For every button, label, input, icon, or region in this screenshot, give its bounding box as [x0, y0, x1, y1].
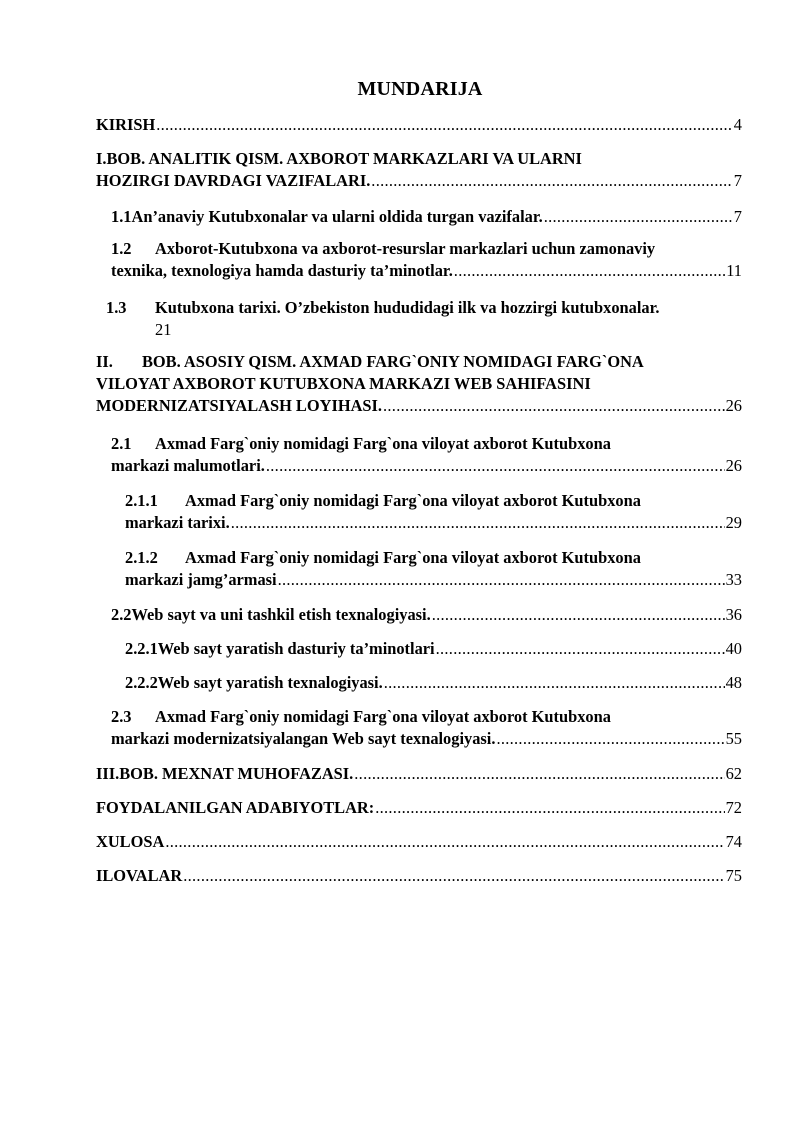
toc-page-number: 36: [725, 605, 742, 624]
toc-entry-label: Axmad Farg`oniy nomidagi Farg`ona viloyat axborot Kutubxona: [185, 548, 641, 567]
dot-leader: [384, 672, 725, 694]
toc-page-number: 29: [725, 513, 742, 532]
section-number: 1.2: [111, 239, 132, 258]
toc-entry-references[interactable]: [96, 797, 742, 819]
toc-entry-label: VILOYAT AXBOROT KUTUBXONA MARKAZI WEB SAHIFASINI: [96, 374, 591, 393]
toc-entry-label: Axborot-Kutubxona va axborot-resurslar markazlari uchun zamonaviy: [155, 239, 656, 258]
toc-entry-label: markazi malumotlari.: [111, 456, 265, 475]
toc-page-number: 55: [725, 729, 742, 748]
toc-entry-label: FOYDALANILGAN ADABIYOTLAR:: [96, 798, 375, 817]
dot-leader: [383, 395, 725, 417]
toc-page-number: 74: [725, 832, 742, 851]
toc-entry-1-3[interactable]: [106, 297, 746, 341]
toc-entry-chapter-1[interactable]: [96, 148, 742, 192]
toc-entry-2-2-1[interactable]: [125, 638, 742, 660]
dot-leader: [354, 763, 724, 785]
toc-page-number: 4: [733, 115, 742, 134]
toc-entry-kirish[interactable]: [96, 114, 742, 136]
toc-entry-2-1-1[interactable]: [125, 490, 742, 534]
toc-page-number: 7: [733, 171, 742, 190]
toc-entry-2-3[interactable]: [111, 706, 742, 750]
toc-entry-label: III.BOB. MEXNAT MUHOFAZASI.: [96, 764, 354, 783]
toc-entry-conclusion[interactable]: [96, 831, 742, 853]
toc-entry-label: ILOVALAR: [96, 866, 183, 885]
toc-entry-label: BOB. ASOSIY QISM. AXMAD FARG`ONIY NOMIDAGI FARG`ONA: [142, 352, 644, 371]
toc-entry-label: XULOSA: [96, 832, 165, 851]
section-number: II.: [96, 352, 113, 371]
dot-leader: [278, 569, 725, 591]
toc-entry-label: KIRISH: [96, 115, 156, 134]
dot-leader: [266, 455, 725, 477]
toc-page-number: 62: [725, 764, 742, 783]
toc-entry-2-1[interactable]: [111, 433, 742, 477]
toc-entry-label: HOZIRGI DAVRDAGI VAZIFALARI.: [96, 171, 371, 190]
toc-entry-label: Kutubxona tarixi. O’zbekiston hududidagi ilk va hozzirgi kutubxonalar.: [155, 298, 660, 317]
toc-entry-1-1[interactable]: [111, 206, 742, 228]
section-number: 2.1.1: [125, 491, 158, 510]
toc-page-number: 33: [725, 570, 742, 589]
toc-entry-chapter-3[interactable]: [96, 763, 742, 785]
dot-leader: [432, 604, 725, 626]
dot-leader: [436, 638, 725, 660]
section-number: 1.1: [111, 207, 132, 226]
section-number: 2.3: [111, 707, 132, 726]
dot-leader: [231, 512, 725, 534]
dot-leader: [371, 170, 733, 192]
section-number: 2.1.2: [125, 548, 158, 567]
toc-page-number: 21: [155, 320, 172, 339]
dot-leader: [165, 831, 724, 853]
toc-entry-appendices[interactable]: [96, 865, 742, 887]
toc-entry-2-1-2[interactable]: [125, 547, 742, 591]
toc-entry-chapter-2[interactable]: [96, 351, 742, 417]
toc-entry-label: An’anaviy Kutubxonalar va ularni oldida turgan vazifalar.: [131, 207, 543, 226]
section-number: 2.1: [111, 434, 132, 453]
page-title: MUNDARIJA: [357, 78, 483, 100]
toc-entry-label: MODERNIZATSIYALASH LOYIHASI.: [96, 396, 382, 415]
toc-entry-label: Web sayt yaratish texnalogiyasi.: [157, 673, 383, 692]
toc-page-number: 72: [725, 798, 742, 817]
section-number: 2.2.1: [125, 639, 158, 658]
toc-entry-label: Axmad Farg`oniy nomidagi Farg`ona viloyat axborot Kutubxona: [155, 434, 611, 453]
dot-leader: [375, 797, 724, 819]
dot-leader: [496, 728, 724, 750]
toc-page-number: 7: [733, 207, 742, 226]
toc-entry-label: Web sayt yaratish dasturiy ta’minotlari: [157, 639, 435, 658]
toc-entry-label: markazi modernizatsiyalangan Web sayt texnalogiyasi.: [111, 729, 496, 748]
toc-page-number: 48: [725, 673, 742, 692]
toc-page-number: 40: [725, 639, 742, 658]
toc-entry-label: Axmad Farg`oniy nomidagi Farg`ona viloyat axborot Kutubxona: [155, 707, 611, 726]
toc-entry-label: I.BOB. ANALITIK QISM. AXBOROT MARKAZLARI VA ULARNI: [96, 149, 582, 168]
toc-page-number: 26: [725, 456, 742, 475]
dot-leader: [156, 114, 733, 136]
toc-entry-label: Web sayt va uni tashkil etish texnalogiyasi.: [131, 605, 431, 624]
section-number: 2.2.2: [125, 673, 158, 692]
dot-leader: [183, 865, 724, 887]
dot-leader: [544, 206, 733, 228]
toc-entry-label: texnika, texnologiya hamda dasturiy ta’minotlar.: [111, 261, 453, 280]
toc-entry-2-2-2[interactable]: [125, 672, 742, 694]
section-number: 2.2: [111, 605, 132, 624]
dot-leader: [454, 260, 725, 282]
section-number: 1.3: [106, 298, 127, 317]
toc-entry-1-2[interactable]: [111, 238, 742, 282]
toc-entry-label: markazi jamg’armasi: [125, 570, 277, 589]
toc-page-number: 11: [726, 261, 742, 280]
toc-entry-2-2[interactable]: [111, 604, 742, 626]
toc-entry-label: Axmad Farg`oniy nomidagi Farg`ona viloyat axborot Kutubxona: [185, 491, 641, 510]
toc-page-number: 75: [725, 866, 742, 885]
toc-page-number: 26: [725, 396, 742, 415]
toc-entry-label: markazi tarixi.: [125, 513, 230, 532]
